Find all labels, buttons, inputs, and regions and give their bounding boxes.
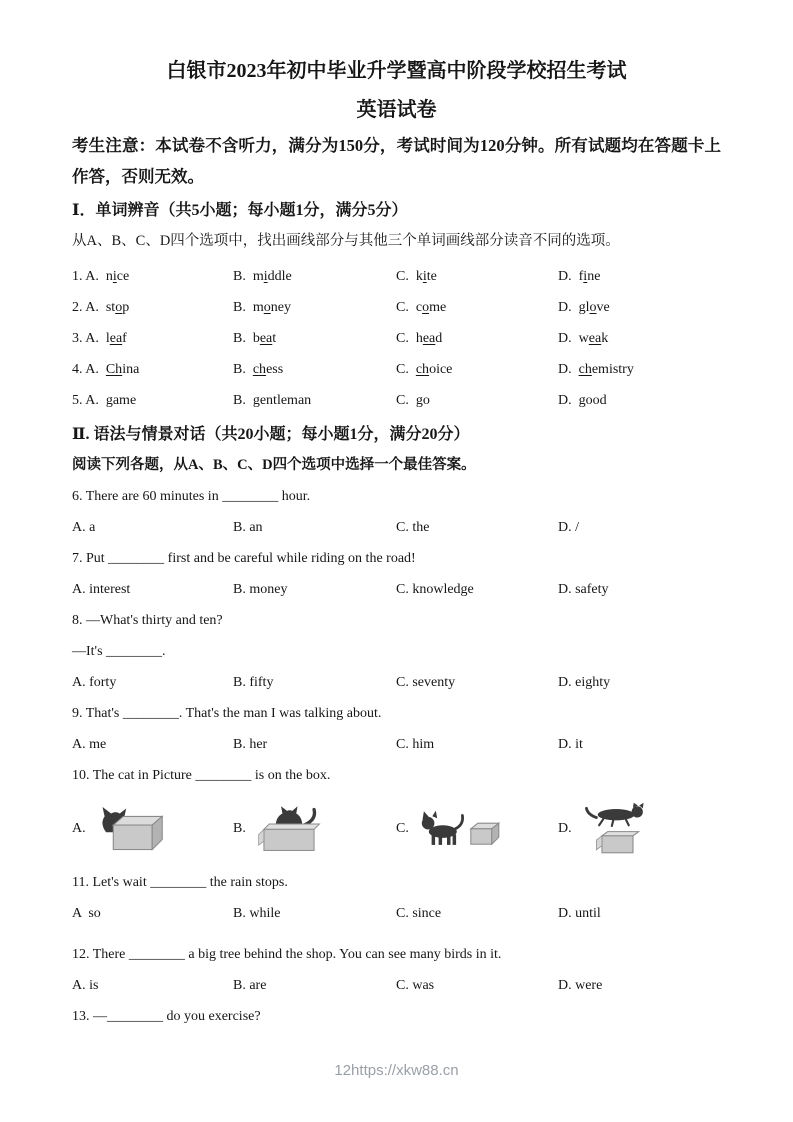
option-cell [233, 261, 396, 292]
option-cell: C. seventy [396, 675, 456, 690]
option-label: B. [233, 821, 246, 836]
option-cell: C. since [396, 906, 442, 921]
option-word: head [415, 331, 443, 346]
section1-heading: Ⅰ．单词辨音（共5小题；每小题1分，满分5分） [72, 202, 408, 219]
option-label: C. [396, 362, 409, 377]
option-cell: B. fifty [233, 675, 274, 690]
option-word: chemistry [578, 362, 634, 377]
option-cell [396, 261, 558, 292]
picture-option-b [233, 804, 396, 854]
option-label: D. [558, 362, 572, 377]
option-cell [396, 323, 558, 354]
section1-instruction: 从A、B、C、D四个选项中，找出画线部分与其他三个单词画线部分读音不同的选项。 [72, 233, 620, 249]
phonetic-question-4-row [72, 354, 721, 385]
question-11-stem: 11. Let's wait ________ the rain stops. [72, 875, 288, 890]
option-word: kite [415, 269, 437, 284]
option-label: D. [558, 393, 572, 408]
option-word: money [252, 300, 291, 315]
option-cell: B. an [233, 520, 263, 535]
option-cell: B. money [233, 582, 288, 597]
watermark-footer: 12https://xkw88.cn [334, 1062, 459, 1079]
option-cell: A. a [72, 520, 96, 535]
option-word: choice [415, 362, 453, 377]
question-7-stem: 7. Put ________ first and be careful while riding on the road! [72, 551, 416, 566]
option-cell: D. eighty [558, 675, 611, 690]
option-label: B. [233, 331, 246, 346]
option-label: C. [396, 331, 409, 346]
option-cell: B. while [233, 906, 281, 921]
cat-jumping-over-box-image [582, 802, 660, 857]
option-word: come [415, 300, 447, 315]
option-label: C. [396, 300, 409, 315]
option-cell: D. / [558, 520, 579, 535]
option-word: game [105, 393, 137, 408]
option-label: C. [396, 269, 409, 284]
option-cell: A. me [72, 737, 107, 752]
option-cell: A so [72, 906, 101, 921]
option-cell [72, 261, 233, 292]
option-word: weak [578, 331, 609, 346]
option-word: China [105, 362, 140, 377]
option-cell [72, 354, 233, 385]
option-word: gentleman [252, 393, 312, 408]
option-label: 1. A. [72, 269, 99, 284]
phonetic-question-1-row [72, 261, 721, 292]
option-label: 5. A. [72, 393, 99, 408]
option-label: D. [558, 300, 572, 315]
option-cell [558, 261, 721, 292]
option-word: middle [252, 269, 292, 284]
option-word: beat [252, 331, 277, 346]
option-word: go [415, 393, 430, 408]
option-cell [72, 292, 233, 323]
phonetic-question-3-row [72, 323, 721, 354]
option-word: stop [105, 300, 130, 315]
option-label: C. [396, 393, 409, 408]
option-cell: D. it [558, 737, 583, 752]
phonetic-question-5-row [72, 385, 721, 416]
option-cell [558, 292, 721, 323]
option-cell [233, 354, 396, 385]
option-label: 2. A. [72, 300, 99, 315]
option-label: 3. A. [72, 331, 99, 346]
option-cell [558, 323, 721, 354]
question-12-options [72, 970, 721, 1001]
option-label: B. [233, 300, 246, 315]
option-label: D. [558, 821, 572, 836]
option-cell: A. forty [72, 675, 117, 690]
question-8-stem: 8. —What's thirty and ten? [72, 613, 223, 628]
option-cell: D. until [558, 906, 601, 921]
option-cell [396, 292, 558, 323]
cat-beside-box-image [419, 805, 503, 854]
option-label: C. [396, 821, 409, 836]
question-7-options [72, 574, 721, 605]
picture-option-d [558, 802, 721, 857]
option-label: B. [233, 362, 246, 377]
section2-instruction: 阅读下列各题，从A、B、C、D四个选项中选择一个最佳答案。 [72, 457, 476, 473]
question-10-picture-options [72, 793, 721, 865]
exam-title: 白银市2023年初中毕业升学暨高中阶段学校招生考试 [166, 60, 627, 82]
option-word: nice [105, 269, 130, 284]
option-cell [396, 385, 558, 416]
option-cell [72, 385, 233, 416]
picture-option-c [396, 805, 558, 854]
option-cell: A. interest [72, 582, 131, 597]
option-cell [233, 385, 396, 416]
question-10-stem: 10. The cat in Picture ________ is on the box. [72, 768, 331, 783]
option-cell [396, 354, 558, 385]
question-8-stem-line2: —It's ________. [72, 644, 166, 659]
option-label: 4. A. [72, 362, 99, 377]
option-cell: D. safety [558, 582, 609, 597]
option-word: glove [578, 300, 610, 315]
option-cell: B. her [233, 737, 268, 752]
question-9-options [72, 729, 721, 760]
option-label: D. [558, 331, 572, 346]
option-cell [558, 354, 721, 385]
question-9-stem: 9. That's ________. That's the man I was talking about. [72, 706, 382, 721]
option-label: B. [233, 269, 246, 284]
question-6-options [72, 512, 721, 543]
option-cell: C. knowledge [396, 582, 474, 597]
option-cell [558, 385, 721, 416]
option-cell [233, 323, 396, 354]
option-word: chess [252, 362, 284, 377]
option-cell: C. him [396, 737, 435, 752]
cat-in-box-image [256, 804, 322, 854]
question-6-stem: 6. There are 60 minutes in ________ hour. [72, 489, 311, 504]
section2-heading: Ⅱ. 语法与情景对话（共20小题；每小题1分，满分20分） [72, 426, 470, 443]
option-cell: D. were [558, 978, 603, 993]
option-cell [233, 292, 396, 323]
question-12-stem: 12. There ________ a big tree behind the shop. You can see many birds in it. [72, 947, 502, 962]
option-cell [72, 323, 233, 354]
picture-option-a [72, 802, 233, 856]
option-cell: A. is [72, 978, 99, 993]
option-cell: B. are [233, 978, 267, 993]
cat-behind-box-image [96, 802, 168, 856]
option-word: leaf [105, 331, 127, 346]
option-label: A. [72, 821, 86, 836]
option-label: D. [558, 269, 572, 284]
option-word: good [578, 393, 607, 408]
phonetic-question-2-row [72, 292, 721, 323]
question-8-options [72, 667, 721, 698]
question-13-stem: 13. —________ do you exercise? [72, 1009, 261, 1024]
exam-subtitle: 英语试卷 [356, 99, 437, 121]
option-label: B. [233, 393, 246, 408]
candidate-notice: 考生注意：本试卷不含听力，满分为150分，考试时间为120分钟。所有试题均在答题卡上作答，否则无效。 [72, 136, 721, 186]
option-cell: C. was [396, 978, 435, 993]
option-cell: C. the [396, 520, 430, 535]
option-word: fine [578, 269, 601, 284]
question-11-options [72, 898, 721, 929]
